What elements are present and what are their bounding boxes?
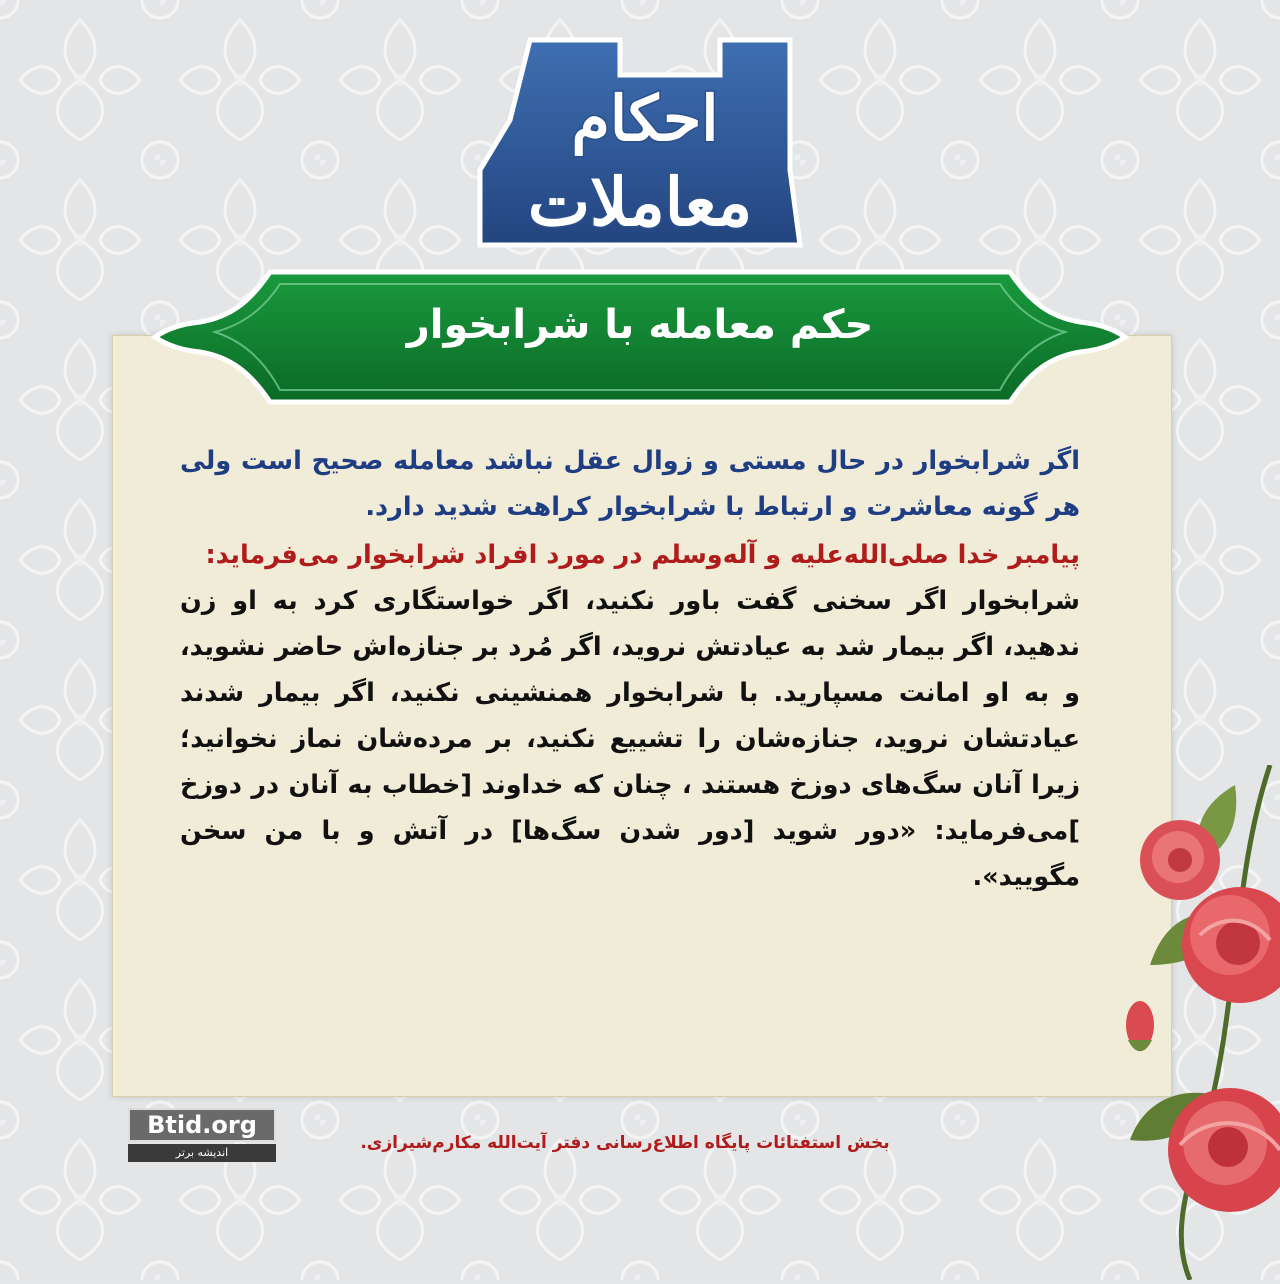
title-logo: [470, 20, 810, 260]
site-logo[interactable]: [128, 1108, 280, 1164]
hadith-intro: پیامبر خدا صلی‌الله‌علیه و آله‌وسلم در مورد افراد شرابخوار می‌فرماید:: [205, 540, 1080, 570]
logo-line2: معاملات: [527, 163, 753, 241]
site-tagline: اندیشه برتر: [128, 1144, 276, 1162]
article-body: [180, 438, 1080, 900]
source-credit: بخش استفتائات پایگاه اطلاع‌رسانی دفتر آیت‌الله مکارم‌شیرازی.: [360, 1133, 890, 1153]
rose-decoration: [1120, 765, 1280, 1280]
rose-bud: [1126, 1001, 1154, 1051]
site-name: Btid.org: [147, 1111, 257, 1139]
page-title: حکم معامله با شرابخوار: [406, 302, 874, 348]
title-banner: [150, 262, 1130, 412]
intro-paragraph: اگر شرابخوار در حال مستی و زوال عقل نباشد معامله صحیح است ولی هر گونه معاشرت و ارتباط با شرابخوار کراهت شدید دارد.: [180, 446, 1080, 522]
rose-flower-middle: [1140, 820, 1220, 900]
logo-line1: احکام: [571, 82, 719, 155]
rose-flower-top: [1182, 887, 1280, 1003]
hadith-text: شرابخوار اگر سخنی گفت باور نکنید، اگر خواستگاری کرد به او زن ندهید، اگر بیمار شد به عیادتش نروید، اگر مُرد بر جنازه‌اش حاضر نشوید، و به او امانت مسپارید. با شرابخوار همنشینی نکنید، اگر بیمار شدند عیادتشان نروید، جنازه‌شان را تشییع نکنید، بر مرده‌شان نماز نخوانید؛ زیرا آنان سگ‌های دوزخ هستند ، چنان که خداوند [خطاب به آنان در دوزخ ]می‌فرماید: «دور شوید [دور شدن سگ‌ها] در آتش و با من سخن مگویید».: [180, 586, 1080, 892]
